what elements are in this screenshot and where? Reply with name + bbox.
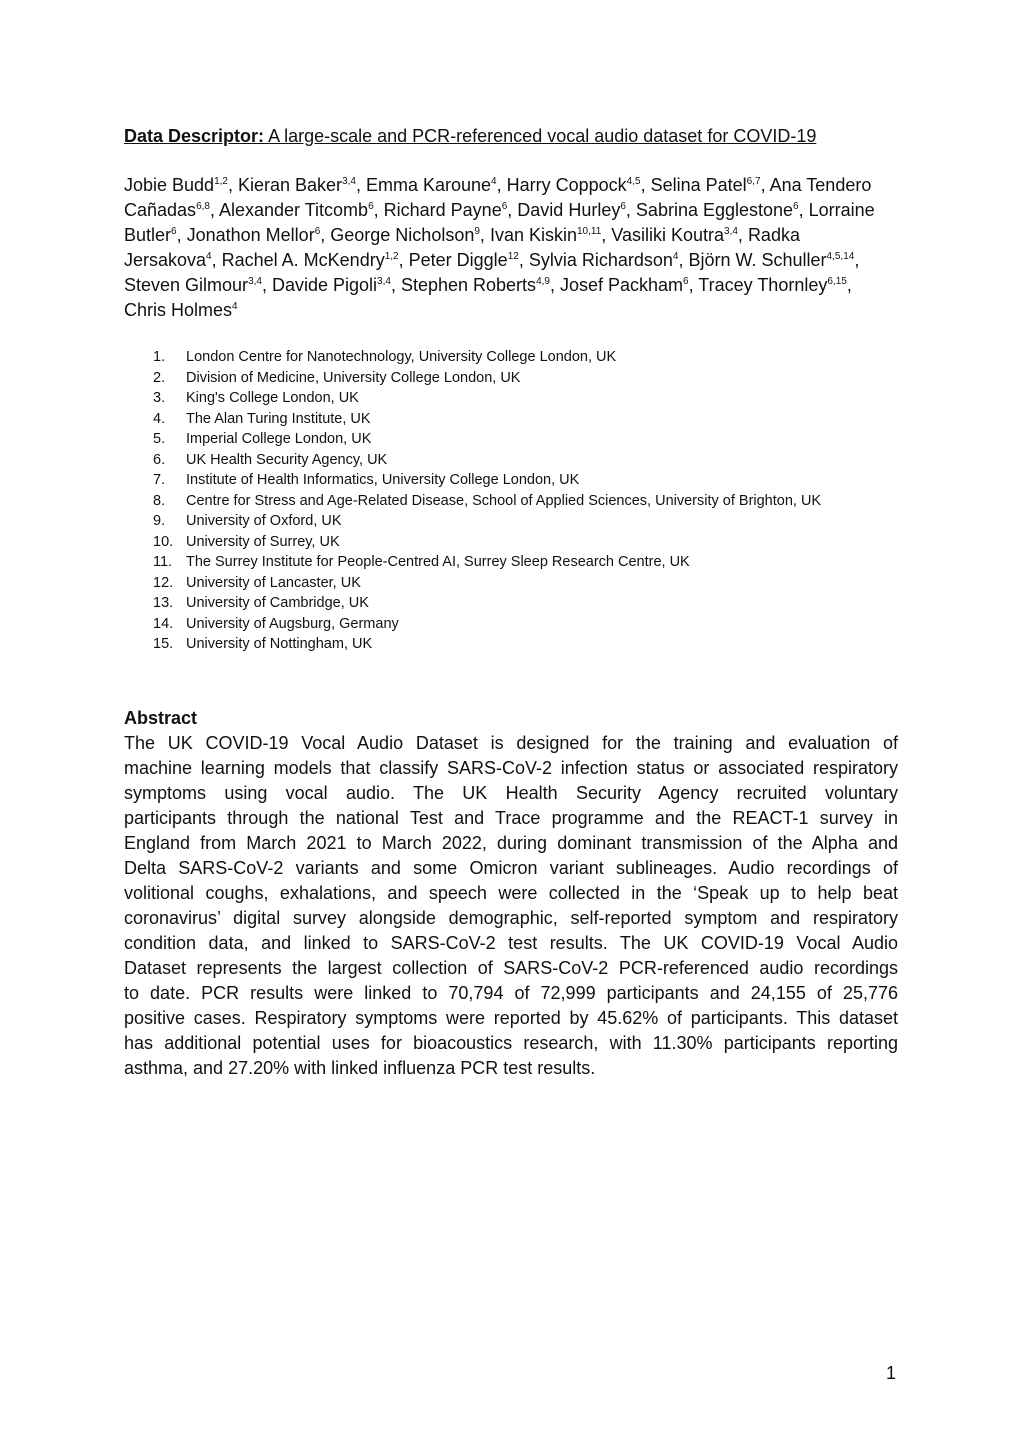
author (517, 200, 626, 220)
author (222, 250, 399, 270)
author-affiliation-marker: 6 (683, 276, 689, 287)
author (560, 275, 689, 295)
affiliation-item (153, 388, 821, 409)
affiliation-text: University of Nottingham, UK (186, 636, 373, 652)
abstract-line: asthma, and 27.20% with linked influenza PCR test results. (124, 1058, 596, 1078)
paper-title (124, 124, 914, 148)
author-name: Lorraine Butler (124, 200, 875, 245)
author-affiliation-marker: 4 (206, 251, 212, 262)
affiliation-text: Institute of Health Informatics, University College London, UK (186, 472, 580, 488)
affiliation-text: University of Augsburg, Germany (186, 615, 399, 632)
affiliation-item (153, 532, 821, 553)
abstract-line: to date. PCR results were linked to 70,794 of 72,999 participants and 24,155 of 25,776 (124, 983, 898, 1003)
affiliation-text: University of Surrey, UK (186, 533, 340, 550)
affiliation-number: 13. (153, 595, 174, 611)
author-name: Kieran Baker (238, 175, 343, 195)
author-name: Ana Tendero Cañadas (124, 175, 872, 220)
affiliation-number: 12. (153, 574, 174, 591)
abstract-line: The UK COVID-19 Vocal Audio Dataset is designed for the training and evaluation of (124, 733, 898, 753)
affiliation-number: 2. (153, 369, 166, 386)
abstract-line: has additional potential uses for bioacoustics research, with 11.30% participants reporting (124, 1033, 898, 1053)
author-name: Alexander Titcomb (218, 200, 369, 220)
author-name: Radka Jersakova (124, 225, 800, 270)
abstract-line: coronavirus’ digital survey alongside demographic, self-reported symptom and respiratory (124, 908, 898, 928)
author (651, 175, 761, 195)
affiliation-item (153, 409, 821, 430)
affiliation-text: London Centre for Nanotechnology, University College London, UK (186, 349, 617, 365)
author-name: Davide Pigoli (271, 275, 378, 295)
affiliation-item (153, 450, 821, 471)
affiliation-item (153, 347, 821, 368)
author-name: Sabrina Egglestone (635, 200, 794, 220)
affiliation-item (153, 614, 821, 635)
author-name: Emma Karoune (365, 175, 492, 195)
affiliation-text: UK Health Security Agency, UK (186, 451, 388, 468)
abstract-line: England from March 2021 to March 2022, during dominant transmission of the Alpha and (124, 833, 898, 853)
affiliation-number: 7. (153, 472, 166, 488)
author-name: Ivan Kiskin (489, 225, 577, 245)
author-affiliation-marker: 4,5,14 (826, 251, 855, 262)
title-text: A large-scale and PCR-referenced vocal audio dataset for COVID-19 (268, 126, 817, 146)
abstract-line: symptoms using vocal audio. The UK Health Security Agency recruited voluntary (124, 783, 898, 803)
author (409, 250, 519, 270)
author (507, 175, 641, 195)
abstract-line: participants through the national Test and Trace programme and the REACT-1 survey in (124, 808, 898, 828)
author-affiliation-marker: 9 (474, 226, 480, 237)
author-affiliation-marker: 3,4 (342, 176, 356, 187)
author-affiliation-marker: 6,7 (746, 176, 761, 187)
affiliation-item (153, 552, 821, 573)
affiliation-item (153, 634, 821, 655)
author (611, 225, 738, 245)
author (124, 275, 262, 295)
author-name: Stephen Roberts (400, 275, 537, 295)
author-affiliation-marker: 6,15 (827, 276, 847, 287)
author-name: Richard Payne (383, 200, 502, 220)
abstract-line: machine learning models that classify SARS-CoV-2 infection status or associated respiratory (124, 758, 898, 778)
author-name: Steven Gilmour (124, 275, 249, 295)
affiliation-number: 1. (153, 349, 166, 365)
abstract-line: condition data, and linked to SARS-CoV-2 test results. The UK COVID-19 Vocal Audio (124, 933, 898, 953)
author-name: Selina Patel (650, 175, 747, 195)
affiliation-text: Centre for Stress and Age-Related Disease, School of Applied Sciences, University of Brighton, UK (186, 492, 822, 509)
author-name: Peter Diggle (408, 250, 508, 270)
affiliation-text: Imperial College London, UK (186, 431, 372, 447)
affiliation-item (153, 511, 821, 532)
author-affiliation-marker: 10,11 (576, 226, 602, 237)
author-affiliation-marker: 6 (314, 226, 321, 237)
affiliation-item (153, 593, 821, 614)
abstract-line: positive cases. Respiratory symptoms were reported by 45.62% of participants. This dataset (124, 1008, 898, 1028)
author-name: Rachel A. McKendry (221, 250, 385, 270)
author (366, 175, 497, 195)
author-affiliation-marker: 4 (672, 251, 679, 262)
affiliation-number: 15. (153, 636, 174, 652)
author (401, 275, 550, 295)
author-affiliation-marker: 12 (507, 251, 519, 262)
abstract-line: Dataset represents the largest collection of SARS-CoV-2 PCR-referenced audio recordings (124, 958, 898, 978)
author-affiliation-marker: 4 (232, 301, 238, 312)
affiliation-item (153, 368, 821, 389)
author-name: Josef Packham (559, 275, 684, 295)
author-affiliation-marker: 6 (171, 226, 177, 237)
author (698, 275, 847, 295)
author (330, 225, 480, 245)
author-name: David Hurley (517, 200, 621, 220)
author-affiliation-marker: 6 (368, 201, 374, 212)
author (219, 200, 374, 220)
affiliation-number: 4. (153, 410, 166, 427)
author-affiliation-marker: 6 (793, 201, 799, 212)
affiliation-number: 6. (153, 451, 166, 468)
author-affiliation-marker: 6 (620, 201, 626, 212)
affiliation-number: 9. (153, 513, 166, 529)
abstract-line: volitional coughs, exhalations, and speech were collected in the ‘Speak up to help beat (124, 883, 898, 903)
affiliation-text: University of Cambridge, UK (186, 595, 369, 611)
author-affiliation-marker: 6 (501, 201, 508, 212)
affiliation-item (153, 470, 821, 491)
author (238, 175, 356, 195)
abstract-body (124, 731, 898, 1081)
affiliation-text: Division of Medicine, University College London, UK (186, 369, 521, 386)
author-affiliation-marker: 3,4 (377, 276, 391, 287)
affiliation-item (153, 491, 821, 512)
affiliation-list (153, 347, 821, 655)
author (636, 200, 799, 220)
author (124, 300, 238, 320)
page-number: 1 (886, 1363, 897, 1383)
author-affiliation-marker: 3,4 (724, 226, 738, 237)
author (384, 200, 508, 220)
author-name: Björn W. Schuller (688, 250, 827, 270)
author-name: Tracey Thornley (698, 275, 828, 295)
author (124, 175, 228, 195)
affiliation-text: The Alan Turing Institute, UK (186, 410, 371, 427)
author (272, 275, 391, 295)
affiliation-number: 5. (153, 431, 166, 447)
author-name: Harry Coppock (506, 175, 627, 195)
affiliation-text: King's College London, UK (186, 390, 359, 406)
author (688, 250, 854, 270)
author-name: George Nicholson (330, 225, 475, 245)
author-affiliation-marker: 1,2 (214, 176, 228, 187)
affiliation-text: University of Lancaster, UK (186, 574, 361, 591)
affiliation-item (153, 573, 821, 594)
author (187, 225, 321, 245)
author-affiliation-marker: 6,8 (196, 201, 210, 212)
author-affiliation-marker: 3,4 (248, 276, 262, 287)
author-name: Sylvia Richardson (528, 250, 673, 270)
author-affiliation-marker: 4,9 (536, 276, 550, 287)
affiliation-number: 8. (153, 492, 166, 509)
affiliation-text: University of Oxford, UK (186, 513, 342, 529)
affiliation-text: The Surrey Institute for People-Centred AI, Surrey Sleep Research Centre, UK (186, 554, 690, 570)
author-name: Vasiliki Koutra (611, 225, 725, 245)
author (529, 250, 679, 270)
affiliation-item (153, 429, 821, 450)
affiliation-number: 11. (153, 554, 173, 570)
author-name: Jobie Budd (124, 175, 215, 195)
author-affiliation-marker: 4,5 (626, 176, 641, 187)
abstract-line: Delta SARS-CoV-2 variants and some Omicron variant sublineages. Audio recordings of (124, 858, 898, 878)
affiliation-number: 3. (153, 390, 166, 406)
author-name: Chris Holmes (124, 300, 233, 320)
author-affiliation-marker: 1,2 (384, 251, 399, 262)
abstract-heading: Abstract (124, 708, 198, 728)
affiliation-number: 10. (153, 533, 174, 550)
title-label: Data Descriptor: (124, 126, 265, 146)
affiliation-number: 14. (153, 615, 174, 632)
author-affiliation-marker: 4 (491, 176, 497, 187)
author-list: Jobie Budd$^{1,2}$, Kieran Baker$^{3,4}$, Emma Karoune$^4$, Harry Coppock$^{4,5}$, Selina Patel$^{6,7}$, Ana Tendero Cañadas$^{6,8}$, Alexander Titcomb$^6$, Richard Payne$^6$, David Hurley$^6$, Sabrina Egglestone$^6$, Lorraine Butler$^6$, Jonathon Mellor$^6$, George Nicholson$^9$, Ivan Kiskin$^{10,11}$, Vasiliki Koutra$^{3,4}$, Radka Jersakova$^4$, Rachel A. McKendry$^{1,2}$, Peter Diggle$^{12}$, Sylvia Richardson$^4$, Björn W. Schuller$^{4,5,14}$, Steven Gilmour$^{3,4}$, Davide Pigoli$^{3,4}$, Stephen Roberts$^{4,9}$, Josef Packham$^6$, Tracey Thornley$^{6,15}$, Chris Holmes$^4$ (124, 175, 875, 320)
author (490, 225, 601, 245)
author-name: Jonathon Mellor (186, 225, 315, 245)
